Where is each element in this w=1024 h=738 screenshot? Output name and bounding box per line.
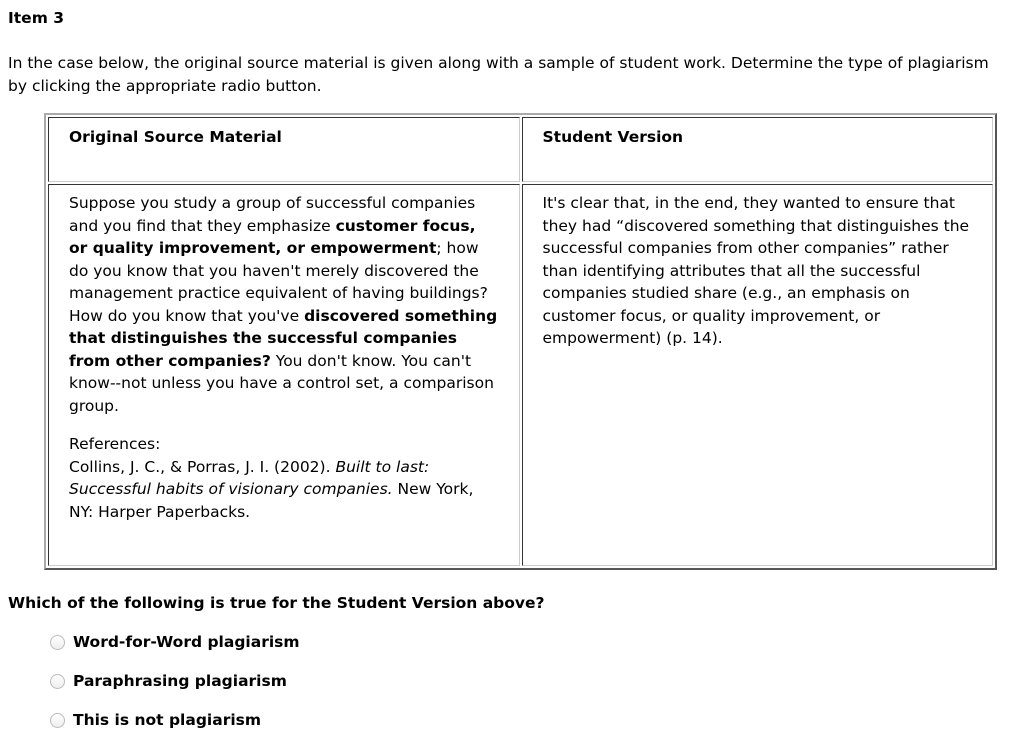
citation-publisher: New York, NY: Harper Paperbacks.	[69, 480, 474, 521]
source-segment: Suppose you study a group of successful companies and you find that they emphasize	[69, 194, 476, 235]
source-bold-segment: discovered something that distinguishes the successful companies from other companies?	[69, 306, 498, 370]
option-label: This is not plagiarism	[73, 711, 262, 729]
citation-authors: Collins, J. C., & Porras, J. I. (2002).	[69, 457, 336, 476]
original-source-cell	[48, 184, 520, 566]
radio-button[interactable]	[50, 635, 65, 650]
source-segment: You don't know. You can't know--not unless you have a control set, a comparison group.	[69, 351, 494, 415]
option-paraphrasing[interactable]	[50, 672, 287, 690]
header-student-version: Student Version	[522, 117, 994, 182]
source-text	[69, 192, 499, 417]
radio-button[interactable]	[50, 713, 65, 728]
reference-citation	[69, 456, 499, 524]
references-label: References:	[69, 435, 161, 453]
option-label: Word-for-Word plagiarism	[73, 633, 300, 651]
radio-button[interactable]	[50, 674, 65, 689]
source-segment: ; how do you know that you haven't merely discovered the management practice equivalent of having buildings? How do you know that you've	[69, 239, 488, 325]
citation-title: Built to last: Successful habits of visionary companies.	[69, 457, 430, 498]
student-version-cell	[522, 184, 994, 566]
question-text: Which of the following is true for the Student Version above?	[8, 594, 545, 612]
student-text: It's clear that, in the end, they wanted to ensure that they had “discovered something that distinguishes the successful companies from other companies” rather than identifying attributes that all the successful companies studied share (e.g., an emphasis on customer focus, or quality improvement, or empowerment) (p. 14).	[542, 194, 970, 347]
comparison-table	[44, 113, 997, 570]
item-title: Item 3	[8, 9, 65, 27]
header-original-source: Original Source Material	[48, 117, 520, 182]
option-not-plagiarism[interactable]	[50, 711, 261, 729]
instructions: In the case below, the original source material is given along with a sample of student work. Determine the type of plagiarism by clicking the appropriate radio button.	[8, 54, 989, 95]
option-word-for-word[interactable]	[50, 633, 300, 651]
option-label: Paraphrasing plagiarism	[73, 672, 287, 690]
source-bold-segment: customer focus, or quality improvement, or empowerment	[69, 216, 476, 257]
